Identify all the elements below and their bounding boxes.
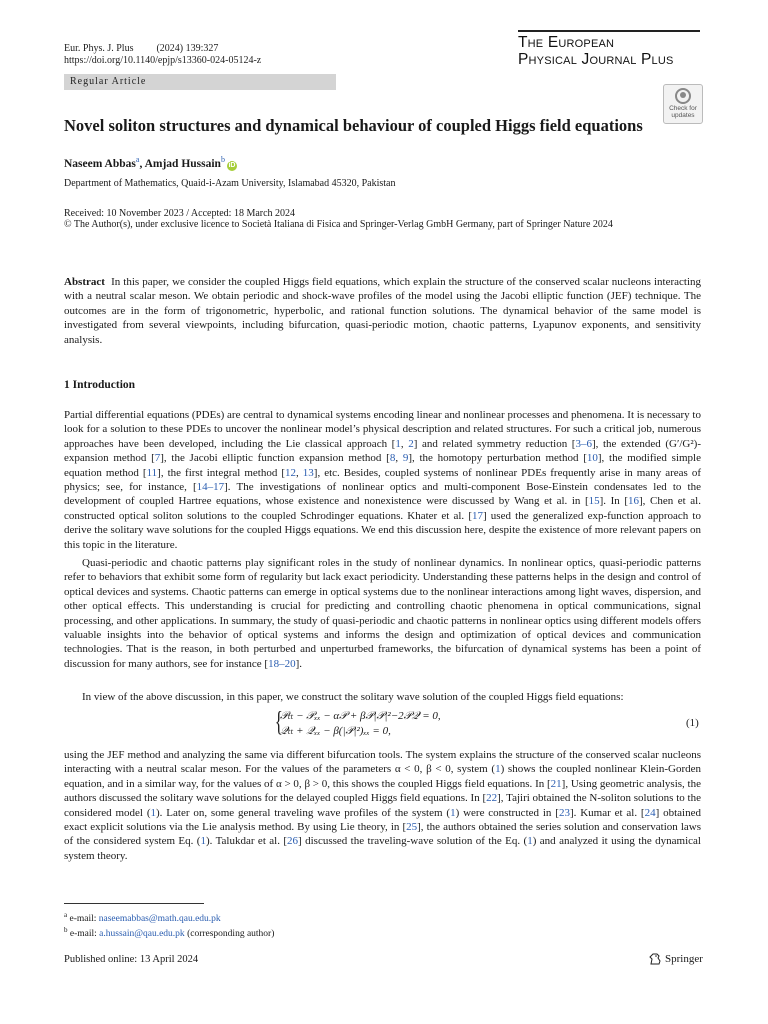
equation-ref[interactable]: 1 <box>495 763 501 776</box>
author-list <box>64 155 237 171</box>
citation[interactable]: 9 <box>402 452 409 465</box>
citation[interactable]: 15 <box>588 495 600 508</box>
journal-abbrev: Eur. Phys. J. Plus <box>64 43 134 54</box>
citation[interactable]: 16 <box>628 495 640 508</box>
citation[interactable]: 11 <box>146 466 158 479</box>
abstract-text: In this paper, we consider the coupled Higgs field equations, which explain the structure of the conserved scalar nucleons interacting with a neutral scalar meson. We obtain periodic and shock-wave profiles of the model using the Jacobi elliptic function (JEF) technique. The outcomes are in the form of trigonometric, hyperbolic, and rational function solutions. The dynamical behavior of the same model is investigated from several viewpoints, including bifurcation, quasi-periodic motion, chaotic patterns, Lyapunov exponents, and sensitivity analysis. <box>64 276 701 346</box>
check-badge-line1: Check for <box>669 105 697 112</box>
springer-horse-icon <box>648 952 662 966</box>
equation-1 <box>274 707 441 738</box>
intro-paragraph-3: In view of the above discussion, in this paper, we construct the solitary wave solution of the coupled Higgs field equations: <box>82 691 624 703</box>
footnote-b-mark: b <box>64 926 68 934</box>
author-separator: , <box>139 157 145 170</box>
equation-ref[interactable]: 1 <box>150 806 157 819</box>
equation-ref[interactable]: 1 <box>200 835 206 848</box>
citation[interactable]: 14–17 <box>196 481 225 494</box>
footnote-b-label: e-mail: <box>69 929 100 940</box>
citation[interactable]: 10 <box>586 452 598 465</box>
equation-brace: { <box>274 707 283 738</box>
author-2: Amjad Hussain <box>144 157 221 170</box>
equation-ref[interactable]: 1 <box>527 835 533 848</box>
footnote-a-mark: a <box>64 911 68 919</box>
publisher-logo <box>648 952 703 966</box>
check-badge-line2: updates <box>671 112 695 119</box>
footnote-a <box>64 909 221 925</box>
citation[interactable]: 17 <box>471 509 483 522</box>
citation[interactable]: 26 <box>287 835 299 848</box>
equation-number: (1) <box>686 717 699 729</box>
year-volume: (2024) 139:327 <box>156 43 219 54</box>
abstract-label: Abstract <box>64 276 105 288</box>
citation[interactable]: 3–6 <box>575 437 592 450</box>
footnote-a-label: e-mail: <box>69 914 99 925</box>
corresponding-author-note: (corresponding author) <box>184 929 275 940</box>
orcid-icon[interactable]: iD <box>228 161 236 169</box>
journal-logo-line2: Physical Journal Plus <box>518 51 674 68</box>
citation[interactable]: 8 <box>389 452 396 465</box>
author-2-affil-mark[interactable]: b <box>220 155 225 164</box>
email-link-author-2[interactable]: a.hussain@qau.edu.pk <box>99 929 185 940</box>
equation-line-2: 𝒬ₜₜ + 𝒬ₓₓ − β(|𝒫|²)ₓₓ = 0, <box>280 724 391 737</box>
citation[interactable]: 18–20 <box>268 657 296 670</box>
intro-paragraph-2: Quasi-periodic and chaotic patterns play significant roles in the study of nonlinear dynamics. In nonlinear optics, quasi-periodic patterns refer to behaviors that exhibit some form of regularity but lack exact periodicity. Understanding these patterns helps in the design and control of optical devices and systems. Chaotic patterns can emerge in optical systems due to the nonlinear interactions among light waves, dispersion, and other optical effects. This understanding is crucial for predicting and controlling chaotic phenomena in optical communications, signal processing, and other applications. In summary, the study of quasi-periodic and chaotic patterns in nonlinear optics using different models offers valuable insights into the behavior of optical systems and informs the design and optimization of optical devices and communication technologies. That is the reason, in both perturbed and unperturbed frameworks, the bifurcation of dynamical systems has been a point of discussion for many authors, see for instance [18–20]. <box>64 557 701 670</box>
citation[interactable]: 22 <box>486 792 498 805</box>
citation[interactable]: 2 <box>408 437 414 450</box>
journal-logo-line1: The European <box>518 34 615 51</box>
footnote-b <box>64 924 274 940</box>
intro-paragraph-4: using the JEF method and analyzing the same via different bifurcation tools. The system explains the structure of the conserved scalar nucleons interacting with a neutral scalar meson. For the values of the parameters α < 0, β < 0, system (1) shows the coupled nonlinear Klein-Gorden equation, and in a similar way, for the values of α > 0, β > 0, this shows the coupled Higgs field equations. In [21], Using geometric analysis, the authors discussed the solitary wave solutions for the delayed coupled Higgs field equations. In [22], Tajiri obtained the N-soliton solutions to the considered model (1). Later on, some general traveling wave profiles of the system (1) were constructed in [23]. Kumar et al. [24] obtained exact explicit solutions via the Lie analysis method. By using Lie theory, in [25], the authors obtained the series solution and conservation laws of the considered system Eq. (1). Talukdar et al. [26] discussed the traveling-wave solution of the Eq. (1) and analyzed it using the dynamical system theory. <box>64 749 701 862</box>
citation[interactable]: 23 <box>558 806 570 819</box>
doi-link[interactable]: https://doi.org/10.1140/epjp/s13360-024-05124-z <box>64 55 262 66</box>
received-accepted: Received: 10 November 2023 / Accepted: 18 March 2024 <box>64 208 296 219</box>
citation[interactable]: 24 <box>644 806 656 819</box>
article-type-bar: Regular Article <box>64 74 336 90</box>
citation[interactable]: 21 <box>550 777 562 790</box>
author-1-affil-mark[interactable]: a <box>135 155 140 164</box>
affiliation: Department of Mathematics, Quaid-i-Azam University, Islamabad 45320, Pakistan <box>64 178 396 189</box>
citation[interactable]: 13 <box>302 466 314 479</box>
abstract <box>64 275 701 347</box>
footnote-divider <box>64 903 204 904</box>
intro-paragraph-1: Partial differential equations (PDEs) are central to dynamical systems encoding linear and nonlinear processes and phenomena. It is necessary to look for a solution to these PDEs to uncover the nonlinear model’s physical description and related structures. For such a critical job, numerous approaches have been developed, including the Lie classical approach [1, 2] and related symmetry reduction [3–6], the extended (G′/G²)-expansion method [7], the Jacobi elliptic function expansion method [8, 9], the homotopy perturbation method [10], the modified simple equation method [11], the first integral method [12, 13], etc. Besides, coupled systems of nonlinear PDEs frequently arise in many areas of physics; see, for instance, [14–17]. The investigations of nonlinear optics and multi-component Bose-Einstein condensates led to the development of coupled Hartree equations, whose existence and nonexistence were discussed by Wang et al. in [15]. In [16], Chen et al. constructed optical soliton solutions to the coupled Schrodinger equations. Khater et al. [17] used the generalized exp-function approach to derive the solitary wave solutions for the coupled Higgs equations. We end this discussion here, despite the existence of more relevant papers on this topic in the literature. <box>64 409 702 551</box>
citation[interactable]: 12 <box>285 466 297 479</box>
section-heading-introduction: 1 Introduction <box>64 379 136 391</box>
check-for-updates-badge[interactable] <box>663 84 703 124</box>
copyright-notice: © The Author(s), under exclusive licence to Società Italiana di Fisica and Springer-Verlag GmbH Germany, part of Springer Nature 2024 <box>64 219 613 230</box>
citation[interactable]: 1 <box>395 437 401 450</box>
check-updates-icon <box>675 88 691 104</box>
paper-title: Novel soliton structures and dynamical behaviour of coupled Higgs field equations <box>64 116 643 135</box>
published-date: Published online: 13 April 2024 <box>64 954 199 965</box>
journal-logo <box>518 30 700 68</box>
equation-ref[interactable]: 1 <box>450 806 456 819</box>
article-dates <box>64 208 613 230</box>
citation[interactable]: 7 <box>154 452 161 465</box>
publisher-name: Springer <box>665 953 703 965</box>
citation[interactable]: 25 <box>406 821 418 834</box>
email-link-author-1[interactable]: naseemabbas@math.qau.edu.pk <box>98 914 221 925</box>
author-1: Naseem Abbas <box>64 157 136 170</box>
equation-line-1: 𝒫ₜₜ − 𝒫ₓₓ − α𝒫 + β𝒫|𝒫|²−2𝒫𝒬 = 0, <box>280 710 441 722</box>
